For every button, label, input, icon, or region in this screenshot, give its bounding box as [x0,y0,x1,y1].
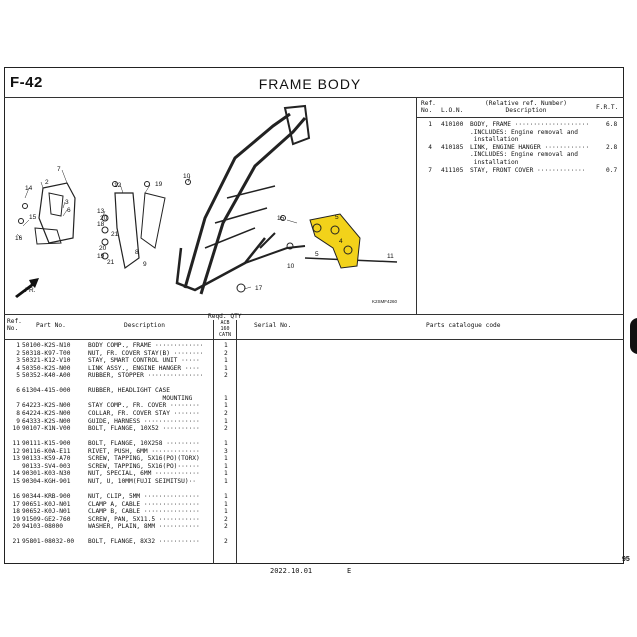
diagram-callout: 20 [100,215,108,222]
part-row-number: 90116-K0A-E11 [22,447,71,455]
parts-partno-header: Part No. [36,322,66,329]
footer-date: 2022.10.01 [270,567,313,575]
frame-rear [245,233,305,263]
page-number: 95 [622,556,630,563]
part-row-ref: 5 [16,372,20,380]
part-row-ref: 9 [16,417,20,425]
part-row-number: 95801-08032-00 [22,538,75,546]
part-row-number: 64333-K2S-N00 [22,417,71,425]
diagram-callout: 11 [387,253,394,260]
lon-col-header: L.O.N. [441,107,464,114]
ref-header-divider [416,117,624,118]
front-cover-stay [115,193,139,268]
part-row-qty: 1 [224,417,228,425]
ref-row-number: 7 [428,166,432,174]
part-row-description: CLAMP A, CABLE ··············· [88,500,200,508]
diagram-code: K2SMF4260 [372,299,398,304]
diagram-callout: 8 [135,249,139,256]
section-tab-marker [630,318,637,354]
diagram-callout: 15 [277,215,285,222]
part-row-number: 90301-K03-N30 [22,470,71,478]
part-row-description: RUBBER, STOPPER ··············· [88,372,204,380]
ref-row-lon: 410185 [441,143,464,151]
diagram-callout: 5 [315,251,319,258]
part-row-number: 64223-K2S-N00 [22,402,71,410]
part-row-description: CLAMP B, CABLE ··············· [88,508,200,516]
diagram-callout: 21 [107,259,115,266]
diagram-callout: 18 [97,221,105,228]
part-row-ref: 1 [16,342,20,349]
part-row-description: NUT, SPECIAL, 6MM ············ [88,470,200,478]
part-row-ref: 8 [16,409,20,417]
diagram-callout: 2 [45,179,49,186]
part-row-description: LINK ASSY., ENGINE HANGER ···· [88,364,200,372]
part-row-description: STAY, SMART CONTROL UNIT ····· [88,357,200,365]
ref-row-description: BODY, FRAME ···················· [470,121,590,128]
footer-edition: E [347,567,352,575]
parts-header-top [4,314,624,315]
part-row-qty: 2 [224,515,228,523]
part-row-description: NUT, FR. COVER STAY(B) ········ [88,349,204,357]
part-row-description: NUT, CLIP, 5MM ··············· [88,493,200,500]
part-row-qty: 1 [224,500,228,508]
part-row-ref: 7 [16,402,20,410]
part-row-ref: 11 [12,440,20,448]
part-row-qty: 1 [224,342,228,349]
part-row-ref: 14 [12,470,20,478]
part-row-qty: 2 [224,425,228,433]
part-row-qty: 1 [224,493,228,500]
section-code: F-42 [10,74,43,91]
part-row-ref: 13 [12,455,20,463]
part-row-ref: 15 [12,477,20,485]
ref-row-lon: 410100 [441,121,464,128]
diagram-callout: 13 [97,208,105,215]
part-row-ref: 6 [16,387,20,395]
part-row-ref: 12 [12,447,20,455]
part-row-number: 94103-08000 [22,523,63,531]
ref-row-description: LINK, ENGINE HANGER ············ [470,143,590,151]
frame-head [285,106,309,144]
diagram-divider [416,97,417,314]
part-row-description: SCREW, TAPPING, 5X16(PO)······ [88,462,200,470]
diagram-callout: 3 [65,199,69,206]
page-title: FRAME BODY [258,76,362,92]
part-row-description: MOUNTING [88,394,193,402]
diagram-callout: 14 [25,185,33,192]
part-row-ref: 21 [12,538,20,546]
diagram-callout: 20 [99,245,107,252]
diagram-callout: 15 [29,214,37,221]
part-row-qty: 1 [224,455,228,463]
part-row-number: 50318-K97-T00 [22,349,71,357]
part-row-number: 50352-K40-A00 [22,372,71,380]
part-row-ref: 2 [16,349,20,357]
qty-col-left [213,320,214,564]
diagram-callout: 19 [155,181,163,188]
parts-header-bottom [4,339,624,340]
frame-tube-left [185,114,290,288]
part-row-qty: 2 [224,409,228,417]
part-row-qty: 1 [224,470,228,478]
part-row-qty: 2 [224,372,228,380]
part-row-number: 90133-SV4-003 [22,462,71,470]
part-row-ref: 17 [12,500,20,508]
part-row-number: 91509-GE2-760 [22,515,71,523]
part-row-number: 90107-K1N-V00 [22,425,71,433]
ref-row-frt: 6.8 [606,121,618,128]
part-row-qty: 2 [224,349,228,357]
part-row-ref: 10 [12,425,20,433]
front-arrow-label: FR. [25,287,36,294]
part-row-qty: 1 [224,508,228,516]
parts-qty-header: Reqd. QTY [208,313,242,320]
part-row-number: 90111-K15-900 [22,440,71,448]
parts-qty-sub-header: ACB 160 CATN [219,320,232,338]
diagram-callout: 17 [255,285,263,292]
ref-row-frt: 2.8 [606,143,618,151]
parts-serial-header: Serial No. [254,322,292,329]
part-row-ref: 4 [16,364,20,372]
desc-col-header: (Relative ref. Number) Description [485,100,567,114]
part-row-ref: 3 [16,357,20,365]
part-row-qty: 1 [224,364,228,372]
diagram-callout: 10 [183,173,191,180]
part-row-qty: 1 [224,394,228,402]
part-row-qty: 2 [224,538,228,546]
part-row-number: 61304-415-000 [22,387,71,395]
ref-row-description: .INCLUDES: Engine removal and [470,128,579,136]
part-row-number: 50321-K12-V10 [22,357,71,365]
part-row-number: 90651-K0J-N01 [22,500,71,508]
diagram-callout: 16 [15,235,23,242]
part-row-number: 50350-K2S-N00 [22,364,71,372]
ref-row-description: installation [470,136,519,144]
part-row-ref: 16 [12,493,20,500]
part-row-description: COLLAR, FR. COVER STAY ······· [88,409,200,417]
part-row-qty: 1 [224,357,228,365]
part-row-qty: 2 [224,523,228,531]
part-row-description: BOLT, FLANGE, 10X52 ·········· [88,425,200,433]
part-row-description: NUT, U, 10MM(FUJI SEIMITSU)·· [88,477,197,485]
part-row-ref: 18 [12,508,20,516]
part-row-description: WASHER, PLAIN, 8MM ··········· [88,523,200,531]
part-row-description: STAY COMP., FR. COVER ········ [88,402,200,410]
part-row-qty: 3 [224,447,228,455]
part-row-ref: 19 [12,515,20,523]
diagram-callout: 9 [143,261,147,268]
part-row-number: 90304-KGH-901 [22,477,71,485]
ref-row-frt: 0.7 [606,166,618,174]
part-row-number: 50100-K2S-N10 [22,342,71,349]
diagram-callout: 12 [114,182,122,189]
ref-row-description: installation [470,159,519,166]
diagram-callout: 7 [57,166,61,173]
parts-ref-header: Ref. No. [7,318,22,332]
ref-row-description: .INCLUDES: Engine removal and [470,151,579,159]
ref-row-number: 1 [428,121,432,128]
part-row-description: BOLT, FLANGE, 10X258 ········· [88,440,200,448]
diagram-callout: 4 [339,238,343,245]
diagram-callout: 19 [97,253,105,260]
part-row-qty: 1 [224,477,228,485]
frt-col-header: F.R.T. [596,104,619,111]
ref-col-header: Ref. No. [421,100,436,114]
part-row-qty: 1 [224,402,228,410]
exploded-diagram [5,98,415,314]
part-row-ref: 20 [12,523,20,531]
part-row-qty: 1 [224,440,228,448]
part-row-number: 90133-K59-A70 [22,455,71,463]
diagram-callout: 21 [111,231,119,238]
part-row-description: RUBBER, HEADLIGHT CASE [88,387,170,395]
part-row-number: 90652-K0J-N01 [22,508,71,516]
parts-desc-header: Description [124,322,165,329]
qty-col-right [236,320,237,564]
diagram-callout: 10 [287,263,295,270]
part-row-number: 90344-KRB-900 [22,493,71,500]
frame-lower [177,238,265,290]
parts-catalogue-header: Parts catalogue code [426,322,501,329]
ref-row-lon: 411105 [441,166,464,174]
part-row-description: SCREW, PAN, 5X11.5 ··········· [88,515,200,523]
part-row-description: GUIDE, HARNESS ··············· [88,417,200,425]
ref-row-number: 4 [428,143,432,151]
part-row-description: BODY COMP., FRAME ············· [88,342,204,349]
part-row-description: BOLT, FLANGE, 8X32 ··········· [88,538,200,546]
ref-row-description: STAY, FRONT COVER ············· [470,166,586,174]
part-row-description: SCREW, TAPPING, 5X16(PO)(TORX) [88,455,200,463]
part-row-number: 64224-K2S-N00 [22,409,71,417]
part-row-description: RIVET, PUSH, 6MM ············· [88,447,200,455]
part-row-qty: 1 [224,462,228,470]
diagram-callout: 6 [67,207,71,214]
diagram-callout: 5 [335,214,339,221]
